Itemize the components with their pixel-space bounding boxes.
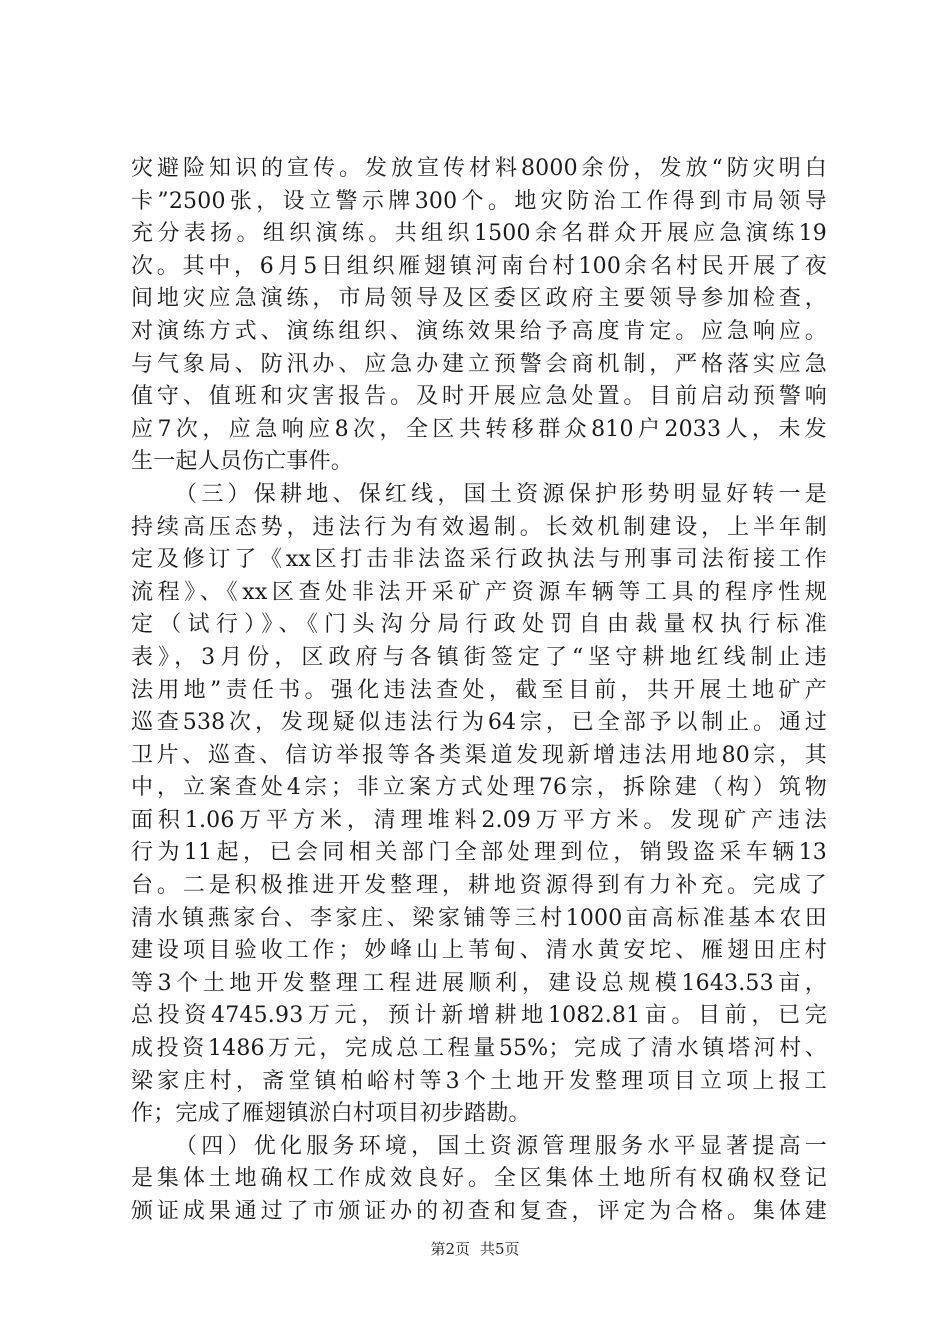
text-line: 值守、值班和灾害报告。及时开展应急处置。目前启动预警响 [131, 384, 827, 410]
text-line: 对演练方式、演练组织、演练效果给予高度肯定。应急响应。 [131, 318, 827, 344]
text-line: 总投资4745.93万元，预计新增耕地1082.81亩。目前，已完 [131, 1003, 827, 1029]
text-line: 间地灾应急演练，市局领导及区委区政府主要领导参加检查， [131, 286, 827, 312]
text-line: 流程》、《xx区查处非法开采矿产资源车辆等工具的程序性规 [131, 579, 827, 605]
text-line: 生一起人员伤亡事件。 [131, 449, 354, 475]
text-line: 清水镇燕家台、李家庄、梁家铺等三村1000亩高标准基本农田 [131, 905, 827, 931]
text-line: 成投资1486万元，完成总工程量55%；完成了清水镇塔河村、 [131, 1036, 827, 1062]
text-line: 与气象局、防汛办、应急办建立预警会商机制，严格落实应急 [131, 351, 827, 377]
text-line: 台。二是积极推进开发整理，耕地资源得到有力补充。完成了 [131, 873, 827, 899]
text-line: 作；完成了雁翅镇淤白村项目初步踏勘。 [131, 1101, 531, 1127]
page-number: 第2页 [430, 1240, 470, 1258]
text-line: 定及修订了《xx区打击非法盗采行政执法与刑事司法衔接工作 [131, 547, 827, 573]
text-line: 法用地”责任书。强化违法查处，截至目前，共开展土地矿产 [131, 677, 827, 703]
text-line: 充分表扬。组织演练。共组织1500余名群众开展应急演练19 [131, 221, 827, 247]
text-line: 巡查538次，发现疑似违法行为64宗，已全部予以制止。通过 [131, 710, 827, 736]
text-line: 梁家庄村，斋堂镇柏峪村等3个土地开发整理项目立项上报工 [131, 1068, 827, 1094]
text-line: 卫片、巡查、信访举报等各类渠道发现新增违法用地80宗，其 [131, 742, 827, 768]
text-line: （三）保耕地、保红线，国土资源保护形势明显好转一是 [175, 481, 827, 507]
text-line: （四）优化服务环境，国土资源管理服务水平显著提高一 [175, 1133, 827, 1159]
text-line: 中，立案查处4宗；非立案方式处理76宗，拆除建（构）筑物 [131, 775, 827, 801]
page-footer [0, 1239, 950, 1259]
text-line: 建设项目验收工作；妙峰山上苇甸、清水黄安坨、雁翅田庄村 [131, 938, 827, 964]
text-line: 应7次，应急响应8次，全区共转移群众810户2033人，未发 [131, 416, 827, 442]
text-line: 表》，3月份，区政府与各镇街签定了“坚守耕地红线制止违 [131, 644, 827, 670]
text-line: 次。其中，6月5日组织雁翅镇河南台村100余名村民开展了夜 [131, 253, 827, 279]
text-line: 颁证成果通过了市颁证办的初查和复查，评定为合格。集体建 [131, 1199, 827, 1224]
text-line: 卡”2500张，设立警示牌300个。地灾防治工作得到市局领导 [131, 188, 827, 214]
text-line: 等3个土地开发整理工程进展顺利，建设总规模1643.53亩， [131, 970, 827, 996]
text-line: 行为11起，已会同相关部门全部处理到位，销毁盗采车辆13 [131, 840, 827, 866]
page-total: 共5页 [480, 1240, 520, 1258]
text-line: 是集体土地确权工作成效良好。全区集体土地所有权确权登记 [131, 1166, 827, 1192]
text-line: 持续高压态势，违法行为有效遏制。长效机制建设，上半年制 [131, 514, 827, 540]
body-text [131, 153, 827, 1229]
text-line: 灾避险知识的宣传。发放宣传材料8000余份，发放“防灾明白 [131, 156, 827, 181]
text-line: 面积1.06万平方米，清理堆料2.09万平方米。发现矿产违法 [131, 807, 827, 833]
text-line: 定（试行）》、《门头沟分局行政处罚自由裁量权执行标准 [131, 612, 827, 638]
